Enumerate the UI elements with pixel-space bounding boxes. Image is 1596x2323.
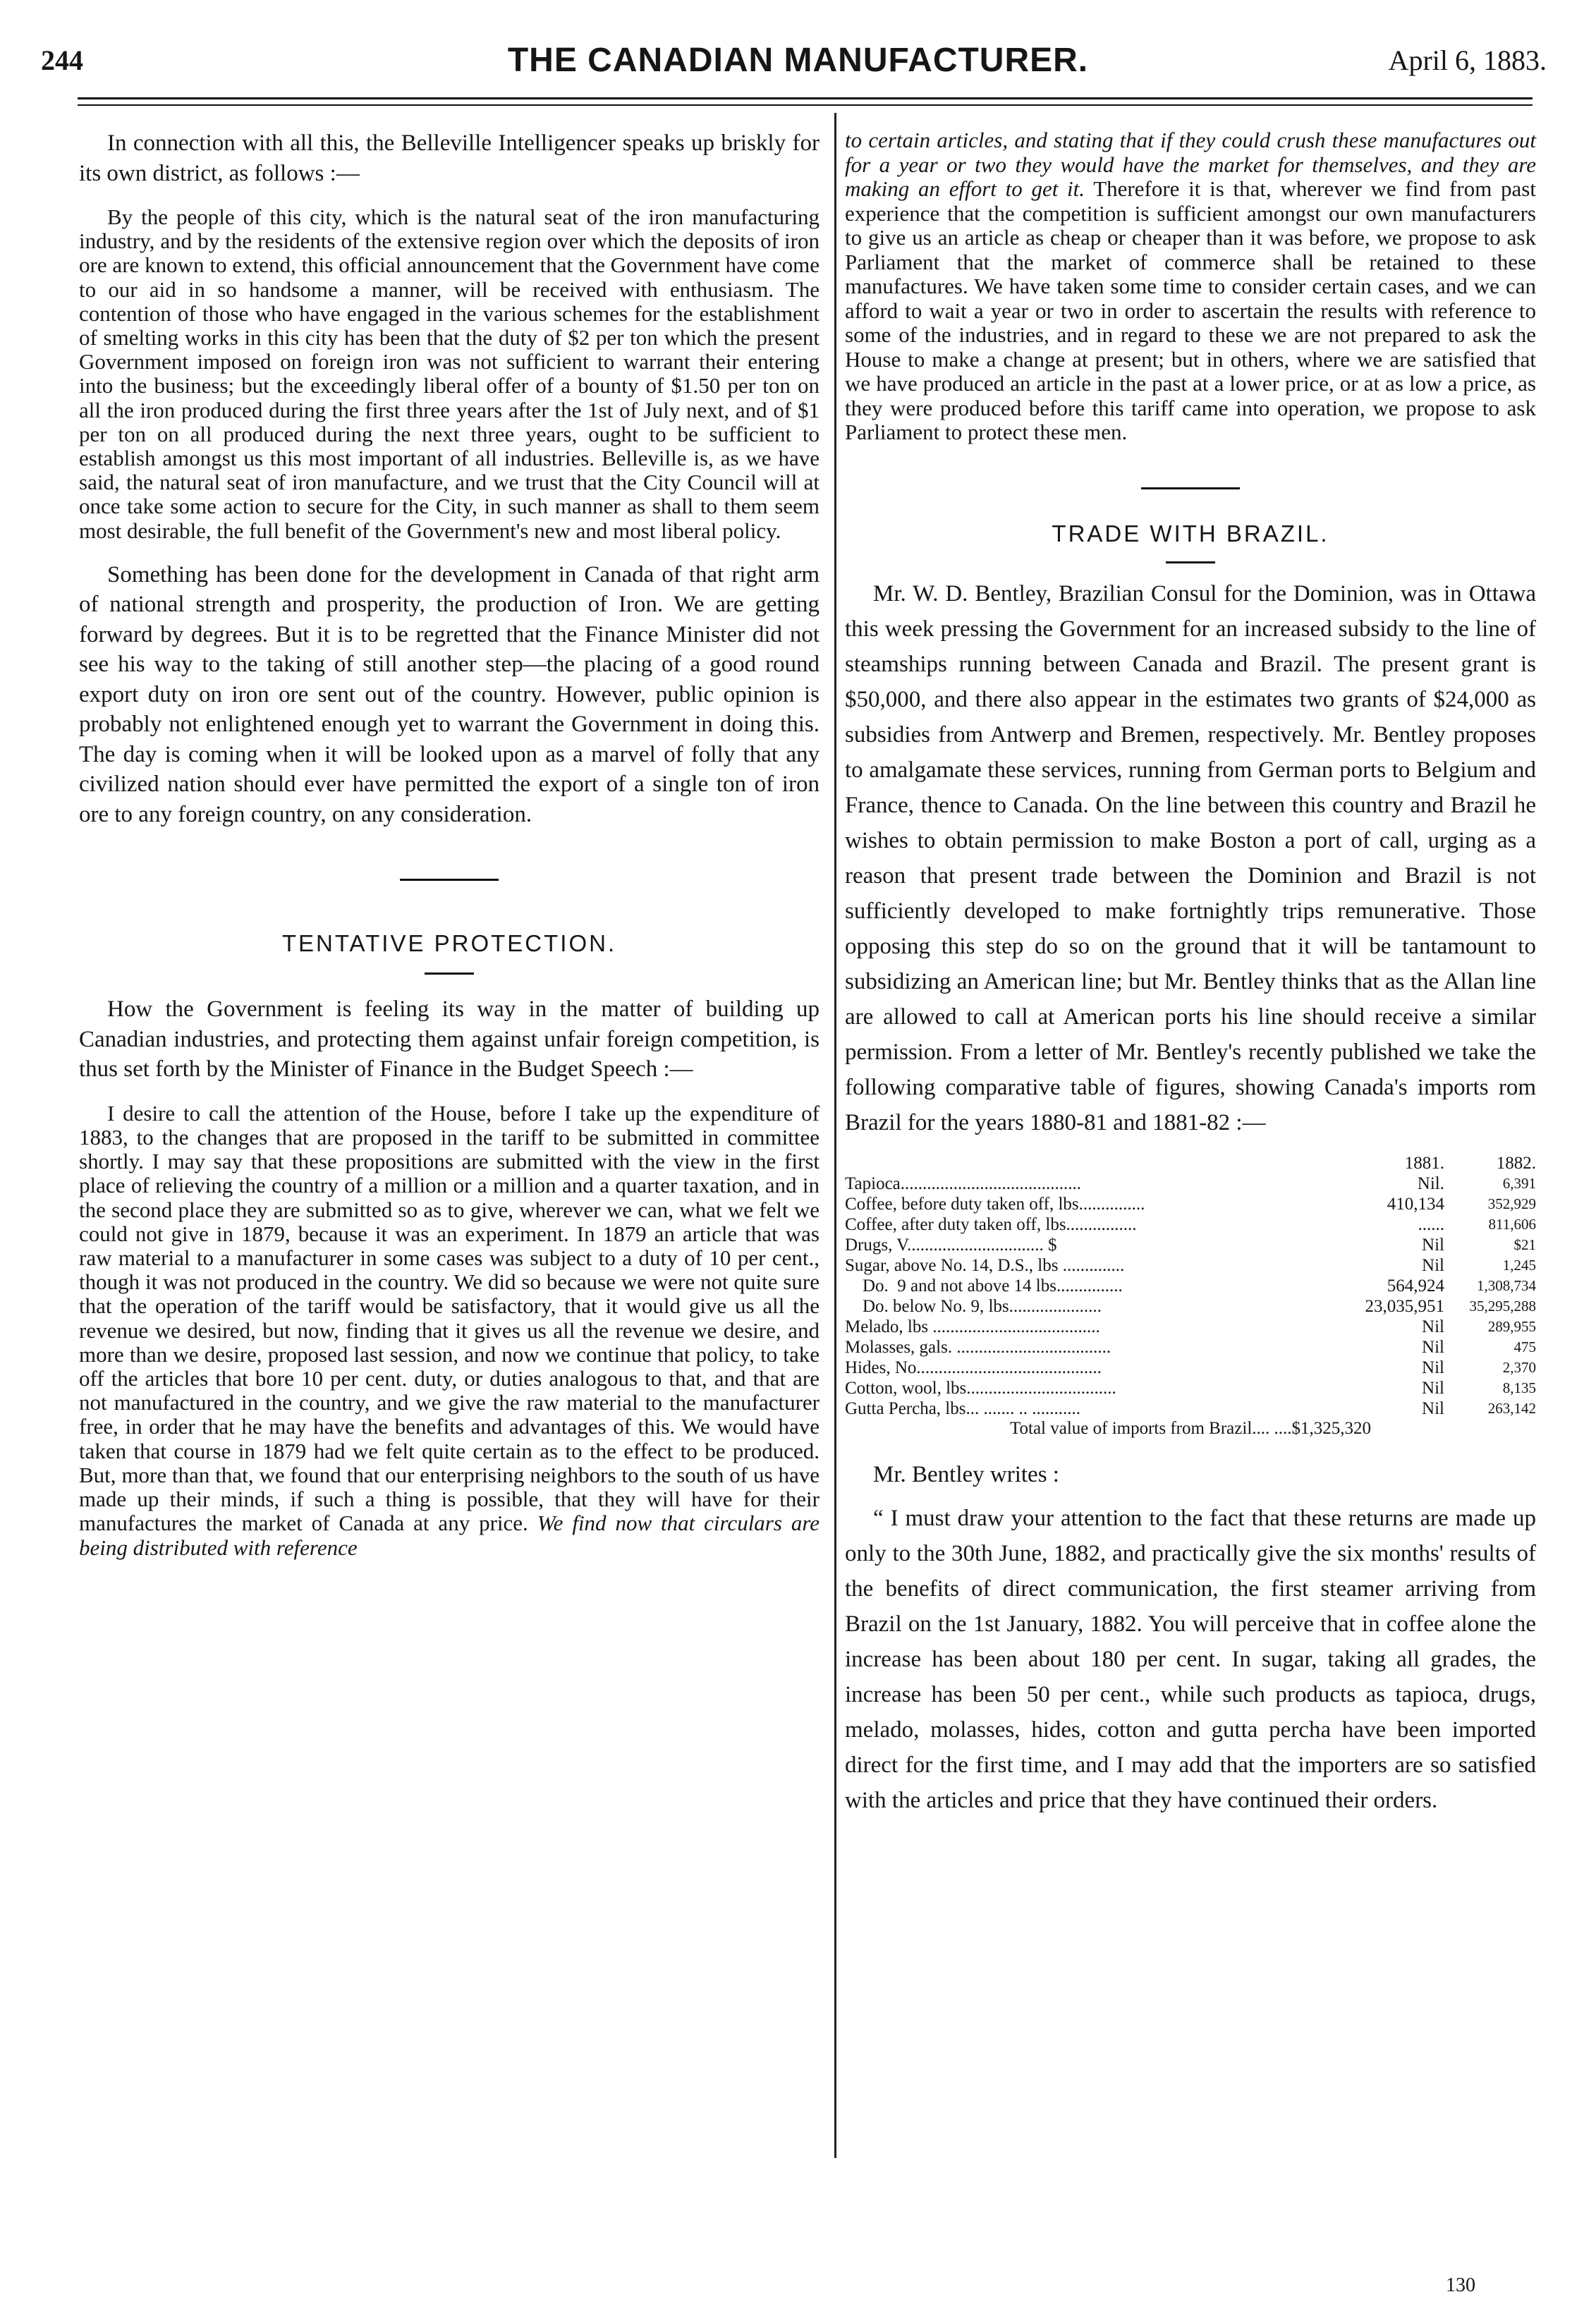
iron-paragraph: Something has been done for the development in Canada of that right arm of national strength and prosperity, the production of Iron. We are getting forward by degrees. But it is to be regretted that the Finance Minister did not see his way to the taking of still another step—the placing of a good round export duty on iron ore sent out of the country. However, public opinion is probably not enlightened enough yet to warrant the Government in doing this. The day is coming when it will be looked upon as a marvel of folly that any civilized nation should ever have permitted the export of a single ton of iron ore to any foreign country, on any consideration. (79, 561, 820, 827)
bentley-letter-quote: “ I must draw your attention to the fact that these returns are made up only to the 30th June, 1882, and practically give the six months' results of the benefits of direct communication, the first steamer arriving from Brazil on the 1st January, 1882. You will perceive that in coffee alone the increase has been about 180 per cent. In sugar, taking all grades, the increase has been 50 per cent., while such products as tapioca, drugs, melado, molasses, hides, cotton and gutta percha have been imported direct for the first time, and I may add that the importers are so satisfied with the articles and price that they have continued their orders. (845, 1505, 1536, 1813)
budget-speech-quote (79, 1102, 820, 1560)
column-divider (834, 113, 836, 2158)
imports-table (845, 1153, 1536, 1419)
right-column (845, 128, 1536, 1818)
table-row: Tapioca......................................... Nil. 6,391 (845, 1173, 1536, 1193)
table-row: Gutta Percha, lbs... ....... .. ........... Nil 263,142 (845, 1398, 1536, 1418)
table-row: Hides, No.......................................... Nil 2,370 (845, 1358, 1536, 1377)
bentley-writes: Mr. Bentley writes : (873, 1461, 1059, 1487)
table-row: Coffee, before duty taken off, lbs............... 410,134 352,929 (845, 1194, 1536, 1214)
budget-speech-italic: We find now that circulars are being distributed with reference (79, 1511, 820, 1560)
section-heading-trade-with-brazil: TRADE WITH BRAZIL. (1052, 520, 1329, 547)
imports-total: Total value of imports from Brazil.... ....$1,325,320 (1009, 1418, 1372, 1438)
intro-paragraph: In connection with all this, the Belleville Intelligencer speaks up briskly for its own district, as follows :— (79, 130, 820, 186)
table-row: Cotton, wool, lbs.................................. Nil 8,135 (845, 1378, 1536, 1398)
budget-speech-continued (845, 128, 1536, 445)
page-number: 244 (41, 44, 83, 76)
budget-speech-text: I desire to call the attention of the House, before I take up the expenditure of 1883, to the changes that are proposed in the tariff to be submitted in committee shortly. I may say that these propositions are submitted with the view in the first place of relieving the country of a million or a million and a quarter taxation, and in the second place they are submitted so as to give, wherever we can, what we felt we could not give in 1879, because it was an experiment. In 1879 an article that was raw material to a manufacturer in some cases was subject to a duty of 10 per cent., though it was not produced in the country. We did so because we were not quite sure that the operation of the tariff would be satisfactory, that it would give us all the revenue we desired, but now, finding that it gives us all the revenue we desire, and more than we desire, proposed last session, and now we continue that policy, to take off the articles that bore 10 per cent. duty, or duties analogous to that, and that are not manufactured in the country, and we give the raw material to the manufacturer free, in order that he may have the benefits and advantages of this. We would have taken that course in 1879 had we felt quite certain as to the effect to be produced. But, more than that, we found that our enterprising neighbors to the south of us have made up their minds, if such a thing is possible, that they will have for their manufactures the market of Canada at any price. (79, 1100, 820, 1536)
header-rule-thin (78, 104, 1533, 106)
masthead-title: THE CANADIAN MANUFACTURER. (507, 42, 1089, 79)
table-header-1882: 1882. (1496, 1153, 1536, 1173)
table-header-1881: 1881. (1404, 1153, 1444, 1173)
table-row: Drugs, V............................... $ Nil $21 (845, 1235, 1536, 1255)
table-row: Melado, lbs ...................................... Nil 289,955 (845, 1317, 1536, 1336)
table-header-row (845, 1153, 1536, 1173)
budget-speech-text-continued: Therefore it is that, wherever we find from past experience that the competition is sufficient amongst our own manufacturers to give us an article as cheap or cheaper than it was before, we propose to ask Parliament that the market of commerce shall be retained to these manufactures. We have taken some time to consider certain cases, and we can afford to wait a year or two in order to ascertain the results with reference to some of the industries, and in regard to these we are not prepared to ask the House to make a change at present; but in others, where we are satisfied that we have produced an article in the past at a lower price, or at as low a price, as they were produced before this tariff came into operation, we propose to ask Parliament to protect these men. (845, 176, 1536, 444)
table-row: Sugar, above No. 14, D.S., lbs .............. Nil 1,245 (845, 1255, 1536, 1275)
budget-intro-paragraph: How the Government is feeling its way in the matter of building up Canadian industries, and protecting them against unfair foreign competition, is thus set forth by the Minister of Finance in the Budget Speech :— (79, 996, 820, 1083)
budget-speech-italic-continued: to certain articles, and stating that if they could crush these manufactures out for a year or two they would have the market for themselves, and they are making an effort to get it. (845, 128, 1536, 201)
footer-number: 130 (1446, 2274, 1475, 2296)
issue-date: April 6, 1883. (1388, 44, 1547, 76)
table-row: Coffee, after duty taken off, lbs................ ...... 811,606 (845, 1214, 1536, 1234)
header-rule (78, 97, 1533, 99)
left-column (79, 128, 820, 1560)
section-heading-tentative-protection: TENTATIVE PROTECTION. (281, 930, 617, 957)
table-row: Molasses, gals. ................................... Nil 475 (845, 1337, 1536, 1357)
intelligencer-quote: By the people of this city, which is the natural seat of the iron manufacturing industry, and by the residents of the extensive region over which the deposits of iron ore are known to extend, this official announcement that the Government have come to our aid in so handsome a manner, will be received with enthusiasm. The contention of those who have engaged in the various schemes for the establishment of smelting works in this city has been that the duty of $2 per ton which the present Government imposed on foreign iron was not sufficient to warrant their entering into the business; but the exceedingly liberal offer of a bounty of $1.50 per ton on all the iron produced during the first three years after the 1st of July next, and of $1 per ton on all produced during the next three years, ought to be sufficient to establish amongst us this most important of all industries. Belleville is, as we have said, the natural seat of iron manufacture, and we trust that the City Council will at once take some action to secure for the City, in such manner as shall to them seem most desirable, the full benefit of the Government's new and most liberal policy. (79, 205, 820, 543)
table-row: Do. below No. 9, lbs..................... 23,035,951 35,295,288 (845, 1296, 1536, 1316)
table-row: Do. 9 and not above 14 lbs............... 564,924 1,308,734 (845, 1276, 1536, 1295)
brazil-trade-paragraph: Mr. W. D. Bentley, Brazilian Consul for the Dominion, was in Ottawa this week pressing the Government for an increased subsidy to the line of steamships running between Canada and Brazil. The present grant is $50,000, and there also appear in the estimates two grants of $24,000 as subsidies from Antwerp and Bremen, respectively. Mr. Bentley proposes to amalgamate these services, running from German ports to Belgium and France, thence to Canada. On the line between this country and Brazil he wishes to obtain permission to make Boston a port of call, urging as a reason that present trade between the Dominion and Brazil is not sufficiently developed to make fortnightly trips remunerative. Those opposing this step do so on the ground that it will be tantamount to subsidizing an American line; but Mr. Bentley thinks that as the Allan line are allowed to call at American ports his line should receive a similar permission. From a letter of Mr. Bentley's recently published we take the following comparative table of figures, showing Canada's imports rom Brazil for the years 1880-81 and 1881-82 :— (845, 580, 1536, 1135)
